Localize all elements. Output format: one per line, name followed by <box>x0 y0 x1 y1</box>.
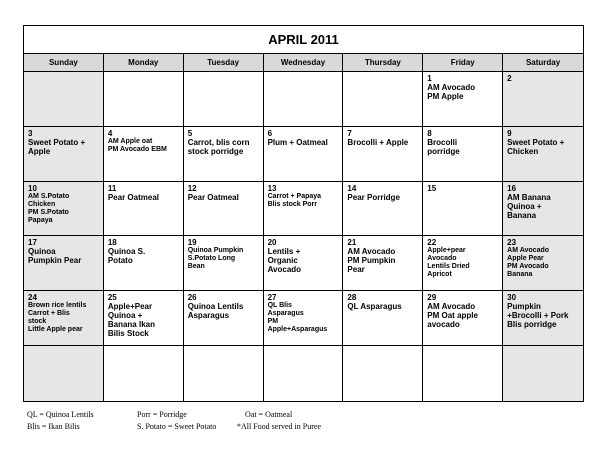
day-cell-18 <box>104 236 184 291</box>
meal-entry: AM Avocado PM Oat apple avocado <box>427 302 478 330</box>
day-cell-29 <box>423 291 503 346</box>
days-of-week-header <box>24 54 583 72</box>
day-header-tuesday: Tuesday <box>184 54 264 71</box>
meal-entry: Brocolli porridge <box>427 137 460 156</box>
day-cell-15 <box>423 182 503 237</box>
empty-day-cell <box>104 346 184 401</box>
day-number: 26 <box>187 293 197 303</box>
day-cell-28 <box>343 291 423 346</box>
day-number: 14 <box>347 183 357 193</box>
day-cell-8 <box>423 127 503 182</box>
day-number: 18 <box>107 238 117 248</box>
meal-entry: Pear Porridge <box>347 192 400 202</box>
meal-entry: QL Asparagus <box>347 302 402 312</box>
meal-entry: Quinoa Lentils Asparagus <box>187 302 244 321</box>
day-header-friday: Friday <box>423 54 503 71</box>
day-number: 22 <box>427 238 437 248</box>
legend-oat: Oat = Oatmeal <box>245 410 293 419</box>
day-number: 3 <box>28 128 33 138</box>
day-cell-3 <box>24 127 104 182</box>
day-number: 2 <box>507 74 512 83</box>
legend-porr: Porr = Porridge <box>137 410 187 419</box>
meal-entry: AM Apple oat PM Avocado EBM <box>107 137 167 153</box>
day-header-monday: Monday <box>104 54 184 71</box>
empty-day-cell <box>104 72 184 127</box>
meal-entry: Sweet Potato + Chicken <box>507 137 565 156</box>
calendar <box>23 25 584 402</box>
legend-blis: Blis = Ikan Bilis <box>27 422 80 431</box>
day-cell-21 <box>343 236 423 291</box>
day-number: 10 <box>28 183 37 193</box>
meal-entry: Pear Oatmeal <box>187 192 239 202</box>
day-number: 15 <box>427 183 437 193</box>
empty-day-cell <box>264 72 344 127</box>
day-number: 27 <box>267 293 277 303</box>
empty-day-cell <box>503 346 583 401</box>
empty-day-cell <box>264 346 344 401</box>
empty-day-cell <box>184 346 264 401</box>
day-number: 29 <box>427 293 437 303</box>
meal-entry: Quinoa Pumpkin Pear <box>28 247 82 266</box>
meal-entry: Brown rice lentils Carrot + Blis stock Little Apple pear <box>28 302 87 334</box>
meal-entry: AM Avocado PM Apple <box>427 83 476 101</box>
meal-entry: Pear Oatmeal <box>107 192 159 202</box>
day-number: 11 <box>107 183 117 193</box>
day-cell-12 <box>184 182 264 237</box>
meal-entry: Sweet Potato + Apple <box>28 137 86 156</box>
day-header-sunday: Sunday <box>24 54 104 71</box>
meal-entry: Brocolli + Apple <box>347 137 409 147</box>
meal-entry: Lentils + Organic Avocado <box>267 247 302 275</box>
meal-entry: Carrot, blis corn stock porridge <box>187 137 250 156</box>
day-number: 19 <box>187 238 197 248</box>
day-cell-23 <box>503 236 583 291</box>
calendar-title: APRIL 2011 <box>24 26 583 54</box>
day-cell-22 <box>423 236 503 291</box>
legend <box>27 410 567 446</box>
legend-spotato: S. Potato = Sweet Potato <box>137 422 217 431</box>
empty-day-cell <box>343 72 423 127</box>
meal-entry: AM Avocado Apple Pear PM Avocado Banana <box>507 247 550 279</box>
meal-entry: QL Blis Asparagus PM Apple+Asparagus <box>267 302 328 334</box>
day-number: 8 <box>427 128 432 138</box>
day-number: 5 <box>187 128 193 138</box>
empty-day-cell <box>423 346 503 401</box>
day-number: 12 <box>187 183 197 193</box>
day-cell-11 <box>104 182 184 237</box>
day-cell-9 <box>503 127 583 182</box>
day-number: 30 <box>507 293 517 303</box>
day-cell-26 <box>184 291 264 346</box>
day-cell-17 <box>24 236 104 291</box>
day-number: 28 <box>347 293 357 303</box>
day-cell-14 <box>343 182 423 237</box>
day-cell-10 <box>24 182 104 237</box>
day-cell-1 <box>423 72 503 127</box>
day-cell-20 <box>264 236 344 291</box>
legend-puree: *All Food served in Puree <box>237 422 321 431</box>
day-header-saturday: Saturday <box>525 58 561 67</box>
meal-entry: Quinoa S. Potato <box>107 247 146 266</box>
day-number: 7 <box>347 128 352 138</box>
day-cell-16 <box>503 182 583 237</box>
day-number: 13 <box>267 183 277 193</box>
meal-entry: Plum + Oatmeal <box>267 137 328 147</box>
day-cell-27 <box>264 291 344 346</box>
day-number: 6 <box>267 128 273 138</box>
calendar-grid <box>24 72 583 401</box>
day-header-wednesday: Wednesday <box>264 54 344 71</box>
day-number: 20 <box>267 238 277 248</box>
day-cell-13 <box>264 182 344 237</box>
day-header-thursday: Thursday <box>343 54 423 71</box>
meal-entry: Apple+Pear Quinoa + Banana Ikan Bilis Stock <box>107 302 155 339</box>
empty-day-cell <box>184 72 264 127</box>
day-number: 16 <box>507 183 517 193</box>
day-number: 17 <box>28 238 37 248</box>
meal-entry: Pumpkin +Brocolli + Pork Blis porridge <box>507 302 569 330</box>
empty-day-cell <box>343 346 423 401</box>
day-number: 9 <box>507 128 512 138</box>
day-cell-30 <box>503 291 583 346</box>
meal-entry: Apple+pear Avocado Lentils Dried Apricot <box>427 247 470 279</box>
day-number: 25 <box>107 293 117 303</box>
meal-entry: Quinoa Pumpkin S.Potato Long Bean <box>187 247 244 271</box>
day-number: 23 <box>507 238 517 248</box>
day-cell-5 <box>184 127 264 182</box>
day-cell-24 <box>24 291 104 346</box>
day-cell-25 <box>104 291 184 346</box>
day-number: 4 <box>107 128 113 138</box>
day-cell-6 <box>264 127 344 182</box>
meal-entry: AM S.Potato Chicken PM S.Potato Papaya <box>28 192 70 224</box>
empty-day-cell <box>24 72 104 127</box>
day-number: 21 <box>347 238 357 248</box>
meal-entry: AM Banana Quinoa + Banana <box>507 192 551 220</box>
empty-day-cell <box>24 346 104 401</box>
day-cell-19 <box>184 236 264 291</box>
meal-entry: AM Avocado PM Pumpkin Pear <box>347 247 396 275</box>
day-number: 1 <box>427 74 432 83</box>
day-cell-4 <box>104 127 184 182</box>
meal-entry: Carrot + Papaya Blis stock Porr <box>267 192 322 208</box>
day-cell-7 <box>343 127 423 182</box>
day-number: 24 <box>28 293 37 303</box>
day-cell-2 <box>503 72 583 127</box>
legend-ql: QL = Quinoa Lentils <box>27 410 94 419</box>
